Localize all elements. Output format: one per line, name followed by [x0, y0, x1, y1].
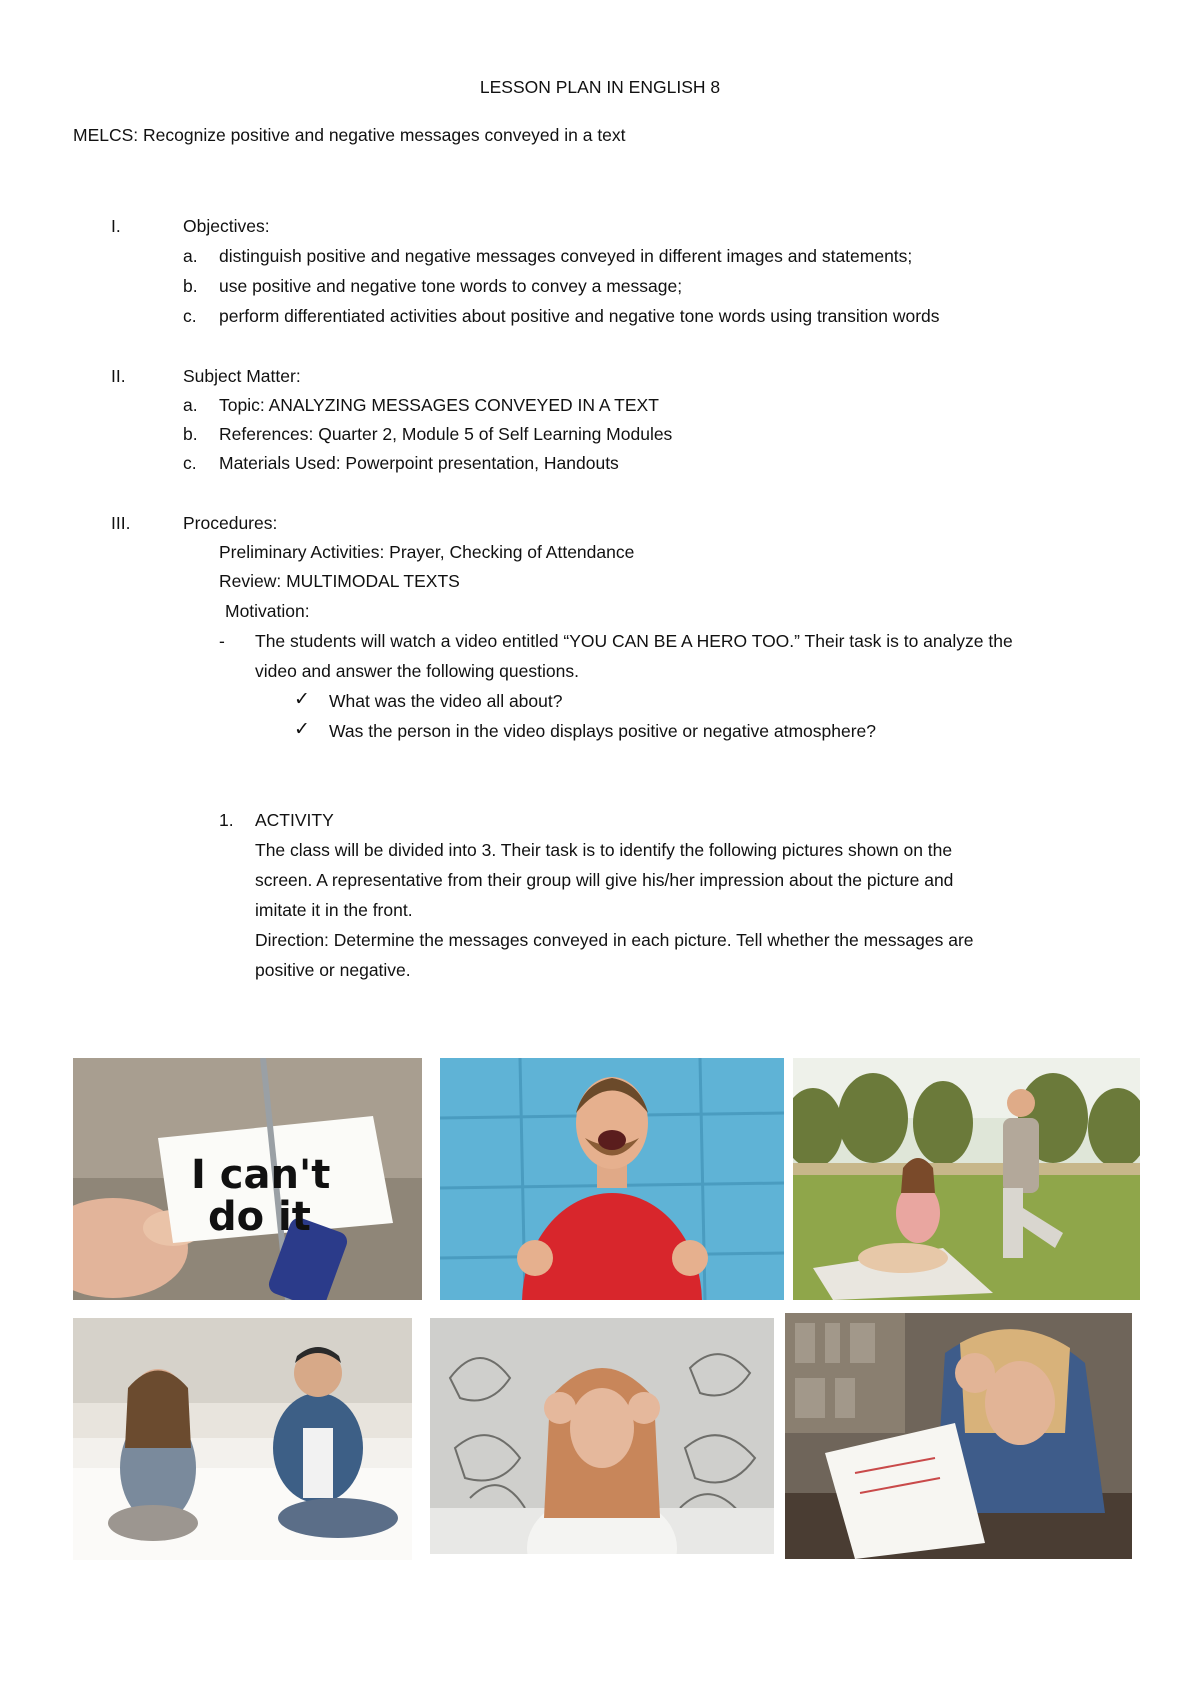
subject-text-b: References: Quarter 2, Module 5 of Self Learning Modules — [219, 424, 673, 444]
objective-text-b: use positive and negative tone words to convey a message; — [219, 276, 683, 296]
subject-marker-c: c. — [183, 453, 197, 473]
question-1: What was the video all about? — [329, 691, 563, 711]
activity-number: 1. — [219, 810, 234, 830]
page-title: LESSON PLAN IN ENGLISH 8 — [479, 77, 721, 97]
section-heading-procedures: Procedures: — [183, 513, 278, 533]
picture-sad-couple — [73, 1318, 412, 1560]
picture-proposal-couple — [793, 1058, 1140, 1300]
objective-text-c: perform differentiated activities about positive and negative tone words using transition words — [219, 306, 940, 326]
picture-worried-woman-reading — [785, 1313, 1132, 1559]
subject-text-c: Materials Used: Powerpoint presentation, Handouts — [219, 453, 619, 473]
picture-stressed-woman — [430, 1318, 774, 1554]
section-numeral-procedures: III. — [111, 513, 131, 533]
subject-marker-a: a. — [183, 395, 198, 415]
preliminary-activities: Preliminary Activities: Prayer, Checking of Attendance — [219, 542, 635, 562]
checkmark-icon: ✓ — [294, 719, 310, 740]
activity-line-3: imitate it in the front. — [255, 900, 413, 920]
objective-text-a: distinguish positive and negative messages conveyed in different images and statements; — [219, 246, 913, 266]
video-line-1: The students will watch a video entitled “YOU CAN BE A HERO TOO.” Their task is to analyze the — [255, 631, 1013, 651]
motivation-heading: Motivation: — [225, 601, 310, 621]
checkmark-icon: ✓ — [294, 689, 310, 710]
activity-heading: ACTIVITY — [255, 810, 334, 830]
review-line: Review: MULTIMODAL TEXTS — [219, 571, 460, 591]
activity-line-2: screen. A representative from their group will give his/her impression about the picture and — [255, 870, 954, 890]
video-line-2: video and answer the following questions. — [255, 661, 579, 681]
question-2: Was the person in the video displays positive or negative atmosphere? — [329, 721, 877, 741]
section-numeral-subject-matter: II. — [111, 366, 126, 386]
section-numeral-objectives: I. — [111, 216, 121, 236]
section-heading-objectives: Objectives: — [183, 216, 270, 236]
picture-happy-man — [440, 1058, 784, 1300]
objective-marker-b: b. — [183, 276, 198, 296]
activity-line-4: Direction: Determine the messages conveyed in each picture. Tell whether the messages are — [255, 930, 974, 950]
objective-marker-a: a. — [183, 246, 198, 266]
subject-text-a: Topic: ANALYZING MESSAGES CONVEYED IN A TEXT — [219, 395, 659, 415]
subject-marker-b: b. — [183, 424, 198, 444]
card-text-line-2: do it — [208, 1194, 311, 1240]
section-heading-subject-matter: Subject Matter: — [183, 366, 301, 386]
objective-marker-c: c. — [183, 306, 197, 326]
card-text-line-1: I can't — [191, 1152, 331, 1198]
activity-line-1: The class will be divided into 3. Their task is to identify the following pictures shown on the — [255, 840, 953, 860]
picture-i-cant-do-it — [73, 1058, 422, 1300]
dash-bullet: - — [219, 631, 225, 651]
melcs-line: MELCS: Recognize positive and negative messages conveyed in a text — [73, 125, 626, 145]
activity-line-5: positive or negative. — [255, 960, 411, 980]
